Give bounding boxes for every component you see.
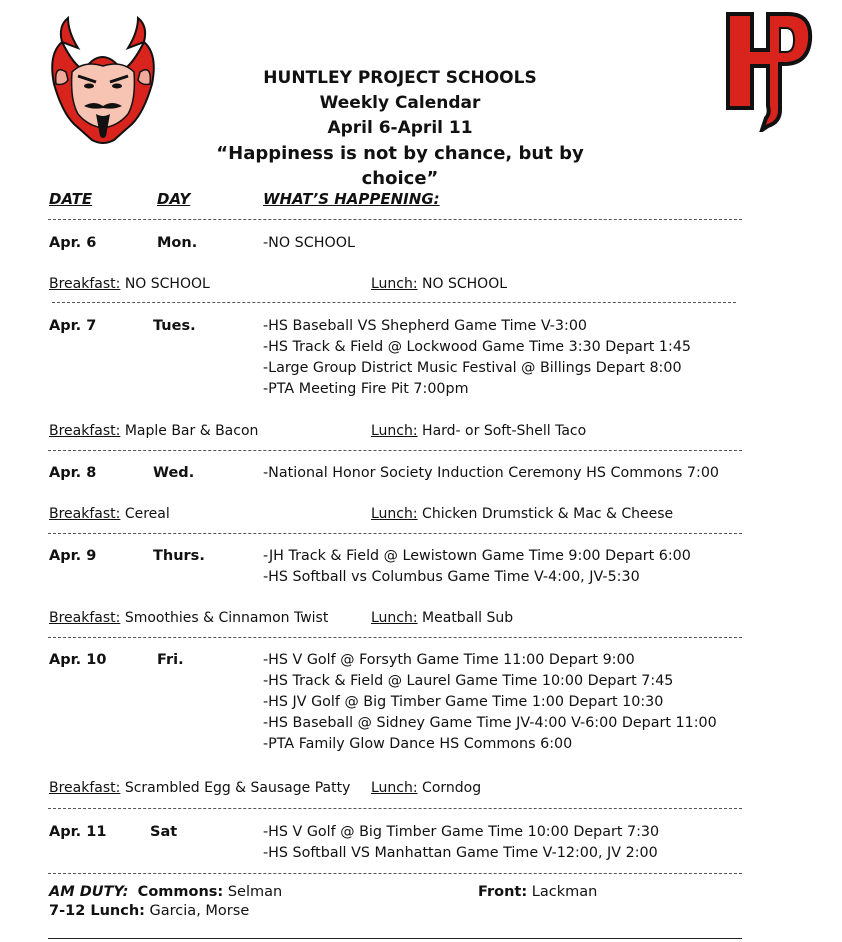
day-name: Fri. — [157, 652, 184, 668]
commons-value: Selman — [223, 884, 283, 900]
devil-mascot-logo — [44, 14, 162, 144]
event-item: -HS V Golf @ Big Timber Game Time 10:00 Depart 7:30 — [263, 824, 660, 840]
breakfast-menu — [49, 780, 350, 796]
breakfast-menu — [49, 276, 210, 292]
lunch-menu — [371, 780, 481, 796]
school-name: HUNTLEY PROJECT SCHOOLS — [263, 68, 537, 88]
breakfast-value: Scrambled Egg & Sausage Patty — [120, 780, 351, 796]
event-item: -HS Softball VS Manhattan Game Time V-12:00, JV 2:00 — [263, 845, 658, 861]
event-item: -PTA Meeting Fire Pit 7:00pm — [263, 381, 469, 397]
day-date: Apr. 7 — [49, 318, 97, 334]
motto-quote: “Happiness is not by chance, but by choice” — [216, 143, 584, 189]
breakfast-menu — [49, 423, 258, 439]
breakfast-value: Maple Bar & Bacon — [120, 423, 259, 439]
calendar-title: Weekly Calendar — [319, 93, 481, 113]
lunch-label: Lunch: — [371, 780, 418, 796]
divider — [48, 450, 742, 451]
event-list — [263, 546, 691, 588]
event-item: -HS JV Golf @ Big Timber Game Time 1:00 Depart 10:30 — [263, 694, 664, 710]
day-date: Apr. 6 — [49, 235, 97, 251]
lunch-value: Hard- or Soft-Shell Taco — [417, 423, 587, 439]
event-list — [263, 463, 719, 484]
breakfast-menu — [49, 506, 170, 522]
event-item: -NO SCHOOL — [263, 235, 355, 251]
divider — [48, 533, 742, 534]
commons-label: Commons: — [137, 884, 224, 900]
lunch-value: NO SCHOOL — [417, 276, 508, 292]
event-item: -HS Baseball VS Shepherd Game Time V-3:00 — [263, 318, 588, 334]
breakfast-label: Breakfast: — [49, 610, 121, 626]
event-list — [263, 316, 691, 400]
lunch-menu — [371, 610, 513, 626]
hp-monogram-logo — [722, 10, 814, 132]
day-name: Mon. — [157, 235, 198, 251]
day-name: Tues. — [153, 318, 196, 334]
breakfast-label: Breakfast: — [49, 506, 121, 522]
lunch-duty-label: 7-12 Lunch: — [49, 903, 145, 919]
event-item: -Large Group District Music Festival @ Billings Depart 8:00 — [263, 360, 682, 376]
event-item: -HS V Golf @ Forsyth Game Time 11:00 Depart 9:00 — [263, 652, 635, 668]
event-item: -HS Track & Field @ Laurel Game Time 10:00 Depart 7:45 — [263, 673, 674, 689]
am-duty — [49, 884, 282, 900]
divider — [48, 873, 742, 874]
event-item: -National Honor Society Induction Ceremony HS Commons 7:00 — [263, 465, 720, 481]
breakfast-value: Smoothies & Cinnamon Twist — [120, 610, 329, 626]
lunch-label: Lunch: — [371, 610, 418, 626]
date-range: April 6-April 11 — [327, 118, 473, 138]
front-label: Front: — [478, 884, 528, 900]
event-item: -HS Track & Field @ Lockwood Game Time 3:30 Depart 1:45 — [263, 339, 692, 355]
lunch-value: Corndog — [417, 780, 482, 796]
lunch-label: Lunch: — [371, 506, 418, 522]
am-duty-label: AM DUTY: — [49, 884, 129, 900]
breakfast-label: Breakfast: — [49, 276, 121, 292]
lunch-label: Lunch: — [371, 276, 418, 292]
breakfast-value: NO SCHOOL — [120, 276, 210, 292]
divider — [52, 302, 736, 303]
breakfast-label: Breakfast: — [49, 423, 121, 439]
divider — [48, 219, 742, 220]
breakfast-label: Breakfast: — [49, 780, 121, 796]
breakfast-menu — [49, 610, 328, 626]
event-list — [263, 822, 659, 864]
bottom-rule — [48, 938, 742, 939]
lunch-value: Meatball Sub — [417, 610, 514, 626]
lunch-value: Chicken Drumstick & Mac & Cheese — [417, 506, 674, 522]
col-happening-heading: WHAT’S HAPPENING: — [263, 190, 440, 208]
lunch-menu — [371, 276, 507, 292]
front-duty — [478, 884, 597, 900]
event-list — [263, 233, 355, 254]
day-name: Wed. — [153, 465, 195, 481]
day-date: Apr. 9 — [49, 548, 97, 564]
event-item: -HS Baseball @ Sidney Game Time JV-4:00 V-6:00 Depart 11:00 — [263, 715, 717, 731]
day-date: Apr. 11 — [49, 824, 107, 840]
day-date: Apr. 8 — [49, 465, 97, 481]
lunch-menu — [371, 506, 673, 522]
lunch-label: Lunch: — [371, 423, 418, 439]
col-date-heading: DATE — [49, 190, 93, 208]
event-item: -JH Track & Field @ Lewistown Game Time 9:00 Depart 6:00 — [263, 548, 691, 564]
day-name: Thurs. — [153, 548, 205, 564]
day-name: Sat — [150, 824, 178, 840]
event-item: -HS Softball vs Columbus Game Time V-4:00, JV-5:30 — [263, 569, 640, 585]
lunch-menu — [371, 423, 586, 439]
day-date: Apr. 10 — [49, 652, 107, 668]
breakfast-value: Cereal — [120, 506, 170, 522]
calendar-header — [200, 66, 600, 191]
event-item: -PTA Family Glow Dance HS Commons 6:00 — [263, 736, 573, 752]
col-day-heading: DAY — [157, 190, 191, 208]
front-value: Lackman — [527, 884, 598, 900]
divider — [48, 808, 742, 809]
lunch-duty — [49, 903, 249, 919]
divider — [48, 637, 742, 638]
lunch-duty-value: Garcia, Morse — [144, 903, 250, 919]
event-list — [263, 650, 717, 755]
